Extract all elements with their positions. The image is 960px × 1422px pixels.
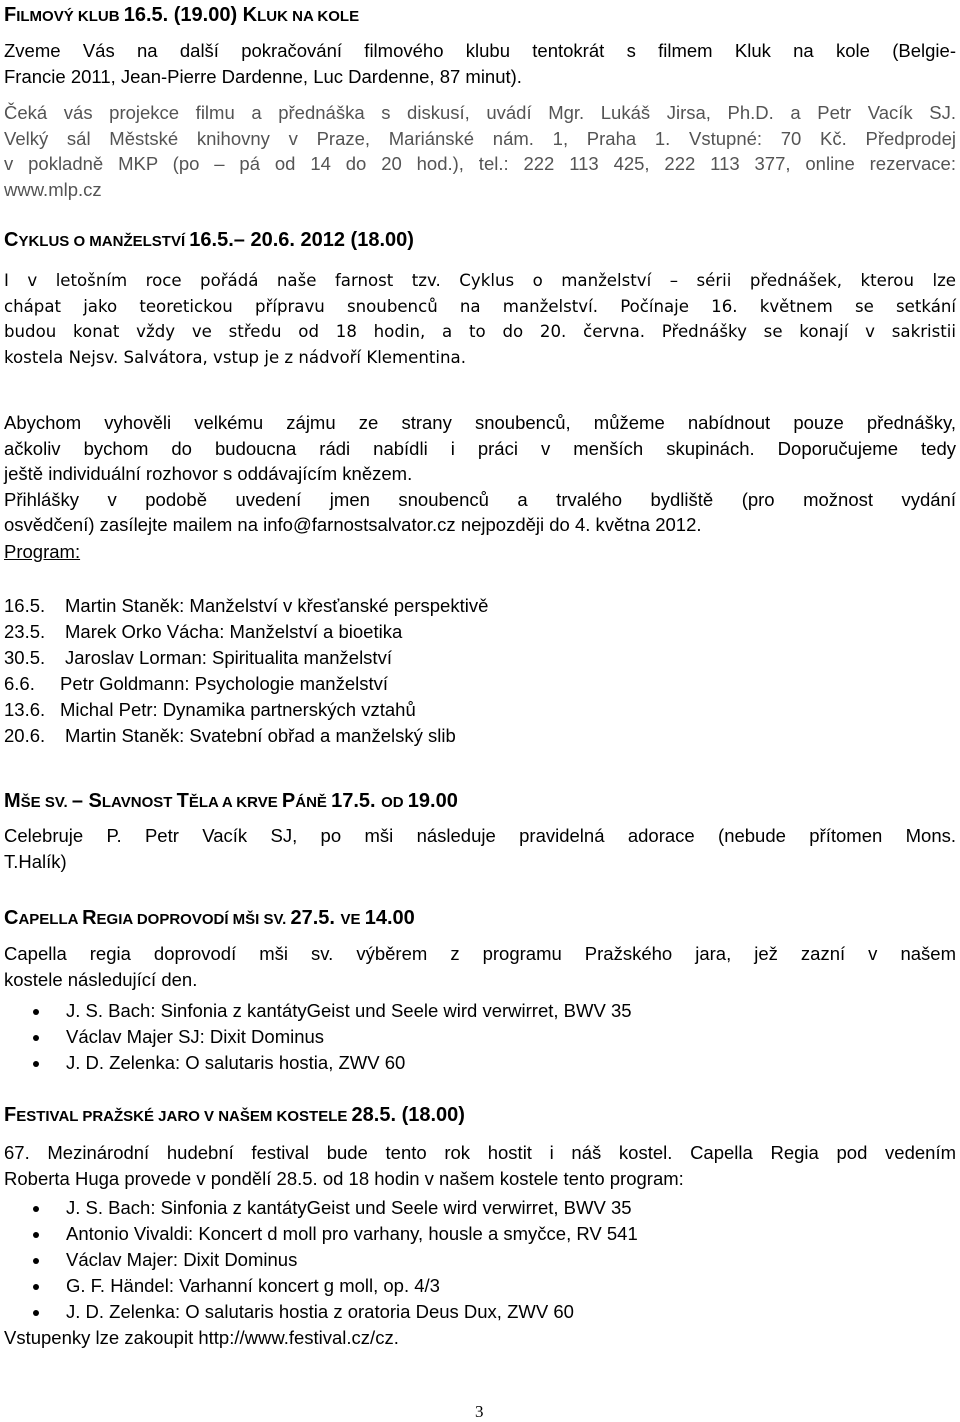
program-date: 20.6. — [4, 725, 46, 746]
program-text: Martin Staněk: Svatební obřad a manželský slib — [65, 725, 456, 746]
text-line: 67. Mezinárodní hudební festival bude tento rok hostit i náš kostel. Capella Regia pod vedením — [4, 1142, 956, 1163]
program-date: 30.5. — [4, 647, 46, 668]
capella-heading-part: R — [82, 907, 97, 929]
program-text: Martin Staněk: Manželství v křesťanské perspektivě — [65, 595, 489, 616]
mse-heading — [4, 790, 458, 813]
text-line: Roberta Huga provede v pondělí 28.5. od 18 hodin v našem kostele tento program: — [4, 1167, 684, 1189]
festival-heading — [4, 1104, 465, 1127]
program-item — [4, 595, 488, 617]
bullet-dot-icon — [33, 1035, 39, 1041]
film-details-paragraph — [4, 100, 956, 202]
mse-heading-part: ŠE SV. — [20, 794, 72, 811]
capella-heading-part: VE — [340, 911, 365, 928]
festival-paragraph — [4, 1140, 956, 1191]
cyklus-heading — [4, 229, 414, 252]
festival-bullet-item — [37, 1301, 574, 1323]
program-item — [4, 725, 456, 747]
capella-bullet-item — [37, 1000, 632, 1022]
text-line: T.Halík) — [4, 850, 67, 872]
mse-paragraph — [4, 823, 956, 874]
program-text: Petr Goldmann: Psychologie manželství — [60, 673, 389, 694]
capella-bullet-item — [37, 1052, 405, 1074]
capella-heading-part: 27.5. — [290, 907, 341, 929]
bullet-text: Václav Majer SJ: Dixit Dominus — [66, 1026, 325, 1047]
text-line: Zveme Vás na další pokračování filmového klubu tentokrát s filmem Kluk na kole (Belgie- — [4, 40, 956, 61]
mse-heading-part: M — [4, 790, 21, 812]
program-date: 23.5. — [4, 621, 46, 642]
film-heading-part: LUK NA KOLE — [257, 8, 360, 25]
program-date: 13.6. — [4, 699, 46, 720]
text-line: Abychom vyhověli velkému zájmu ze strany snoubenců, můžeme nabídnout pouze přednášky, — [4, 412, 956, 433]
bullet-dot-icon — [33, 1310, 39, 1316]
bullet-dot-icon — [33, 1232, 39, 1238]
capella-heading-part: C — [4, 907, 19, 929]
bullet-dot-icon — [33, 1009, 39, 1015]
cyklus-intro-paragraph — [4, 268, 956, 370]
program-text: Jaroslav Lorman: Spiritualita manželství — [65, 647, 392, 668]
bullet-text: J. D. Zelenka: O salutaris hostia z oratoria Deus Dux, ZWV 60 — [66, 1301, 574, 1322]
bullet-dot-icon — [33, 1206, 39, 1212]
program-date: 6.6. — [4, 673, 35, 694]
mse-heading-part: LAVNOST — [101, 794, 177, 811]
text-line: ještě individuální rozhovor s oddávajícím knězem. — [4, 463, 413, 485]
program-text: Michal Petr: Dynamika partnerských vztahů — [60, 699, 416, 720]
text-line: Čeká vás projekce filmu a přednáška s diskusí, uvádí Mgr. Lukáš Jirsa, Ph.D. a Petr Vacík SJ. — [4, 102, 956, 123]
film-heading — [4, 4, 359, 27]
mse-heading-part: OD — [381, 794, 408, 811]
bullet-dot-icon — [33, 1284, 39, 1290]
festival-bullet-item — [37, 1249, 297, 1271]
cyklus-heading-part: 16.5.– 20.6. 2012 (18.00) — [189, 229, 414, 251]
text-line: osvědčení) zasílejte mailem na info@farnostsalvator.cz nejpozději do 4. května 2012. — [4, 514, 702, 536]
film-heading-part: F — [4, 4, 17, 26]
bullet-dot-icon — [33, 1061, 39, 1067]
bullet-text: J. D. Zelenka: O salutaris hostia, ZWV 60 — [66, 1052, 406, 1073]
cyklus-heading-part: C — [4, 229, 19, 251]
cyklus-heading-part: YKLUS O MANŽELSTVÍ — [18, 233, 190, 250]
text-line: v pokladně MKP (po – pá od 14 do 20 hod.), tel.: 222 113 425, 222 113 377, online rezervace: — [4, 153, 956, 175]
capella-heading — [4, 907, 415, 930]
film-heading-part: ILMOVÝ KLUB — [16, 8, 124, 25]
text-line: kostela Nejsv. Salvátora, vstup je z nádvoří Klementina. — [4, 347, 466, 367]
festival-bullet-item — [37, 1223, 638, 1245]
text-line: chápat jako teoretickou přípravu snoubenců na manželství. Počínaje 16. květnem se setkání — [4, 296, 956, 316]
program-text: Marek Orko Vácha: Manželství a bioetika — [65, 621, 403, 642]
bullet-dot-icon — [33, 1258, 39, 1264]
bullet-text: J. S. Bach: Sinfonia z kantátyGeist und Seele wird verwirret, BWV 35 — [66, 1000, 632, 1021]
mse-heading-part: ĚLA A KRVE — [188, 794, 282, 811]
page-number: 3 — [475, 1402, 484, 1421]
cyklus-details-paragraph — [4, 410, 956, 538]
festival-bullet-item — [37, 1275, 440, 1297]
program-item — [4, 621, 402, 643]
text-line: Celebruje P. Petr Vacík SJ, po mši následuje pravidelná adorace (nebude přítomen Mons. — [4, 825, 956, 846]
text-line: Francie 2011, Jean-Pierre Dardenne, Luc Dardenne, 87 minut). — [4, 65, 522, 87]
festival-heading-part: 28.5. (18.00) — [351, 1104, 465, 1126]
capella-heading-part: APELLA — [18, 911, 83, 928]
mse-heading-part: 17.5. — [331, 790, 382, 812]
capella-heading-part: 14.00 — [364, 907, 415, 929]
text-line: Velký sál Městské knihovny v Praze, Mariánské nám. 1, Praha 1. Vstupné: 70 Kč. Předprodej — [4, 127, 956, 149]
text-line: ačkoliv bychom do budoucna rádi nabídli i práci v menších skupinách. Doporučujeme tedy — [4, 437, 956, 459]
bullet-text: Antonio Vivaldi: Koncert d moll pro varhany, housle a smyčce, RV 541 — [66, 1223, 638, 1244]
bullet-text: J. S. Bach: Sinfonia z kantátyGeist und Seele wird verwirret, BWV 35 — [66, 1197, 632, 1218]
festival-heading-part: F — [4, 1104, 17, 1126]
program-title: Program: — [4, 541, 81, 562]
mse-heading-part: – S — [71, 790, 102, 812]
text-line: budou konat vždy ve středu od 18 hodin, a to do 20. června. Přednášky se konají v sakristii — [4, 322, 956, 342]
bullet-text: Václav Majer: Dixit Dominus — [66, 1249, 298, 1270]
festival-bullet-item — [37, 1197, 632, 1219]
mse-heading-part: 19.00 — [407, 790, 458, 812]
program-date: 16.5. — [4, 595, 46, 616]
website-link[interactable]: www.mlp.cz — [4, 178, 102, 200]
capella-paragraph — [4, 941, 956, 992]
text-line: Přihlášky v podobě uvedení jmen snoubenců a trvalého bydliště (pro možnost vydání — [4, 488, 956, 510]
text-line: Capella regia doprovodí mši sv. výběrem z programu Pražského jara, jež zazní v našem — [4, 943, 956, 964]
program-item — [4, 647, 392, 669]
bullet-text: G. F. Händel: Varhanní koncert g moll, op. 4/3 — [66, 1275, 440, 1296]
mse-heading-part: P — [281, 790, 296, 812]
mse-heading-part: ÁNĚ — [295, 794, 332, 811]
capella-heading-part: EGIA DOPROVODÍ MŠI SV. — [96, 911, 291, 928]
text-line: I v letošním roce pořádá naše farnost tzv. Cyklus o manželství – sérii přednášek, kterou lze — [4, 271, 956, 290]
festival-heading-part: ESTIVAL PRAŽSKÉ JARO V NAŠEM KOSTELE — [16, 1108, 352, 1125]
capella-bullet-item — [37, 1026, 324, 1048]
text-line: kostele následující den. — [4, 968, 198, 990]
program-item — [4, 673, 388, 695]
program-item — [4, 699, 416, 721]
festival-footer: Vstupenky lze zakoupit http://www.festival.cz/cz. — [4, 1327, 399, 1348]
film-heading-part: 16.5. (19.00) K — [123, 4, 258, 26]
mse-heading-part: T — [176, 790, 189, 812]
film-intro-paragraph — [4, 38, 956, 89]
